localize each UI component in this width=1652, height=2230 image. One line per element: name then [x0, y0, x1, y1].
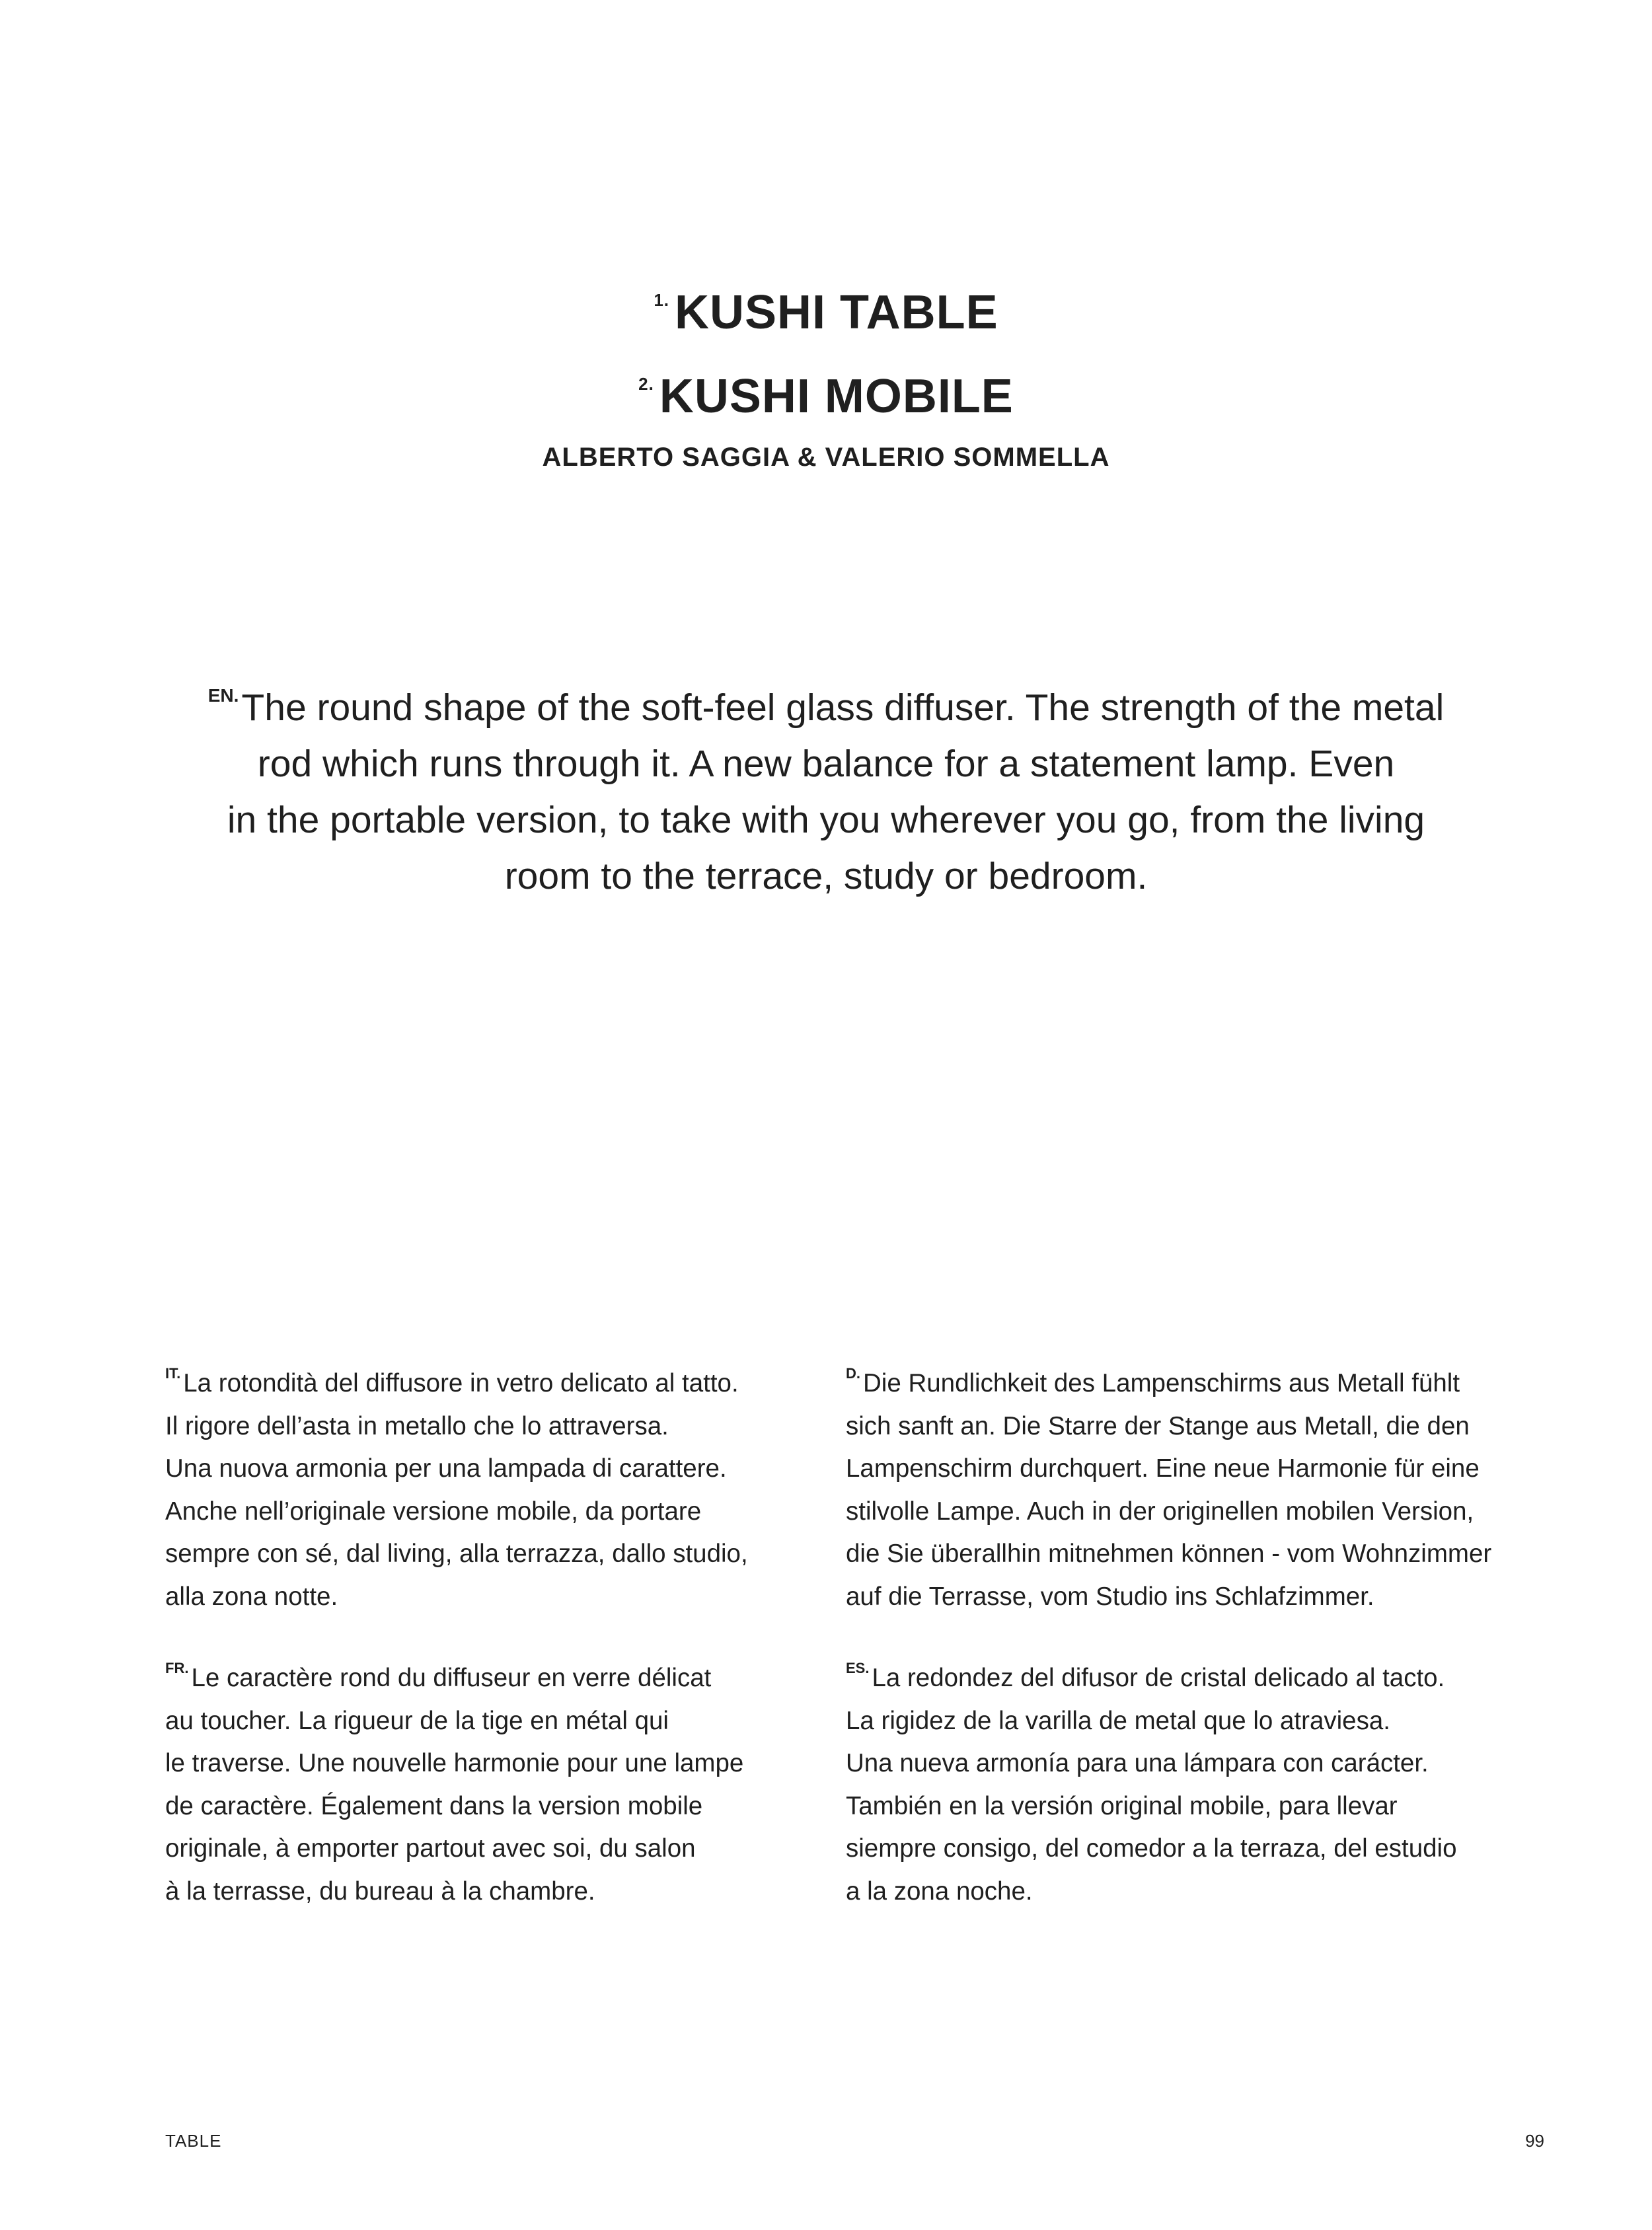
title-block	[0, 264, 1652, 472]
page-number: 99	[1525, 2131, 1544, 2151]
paragraph-line: Il rigore dell’asta in metallo che lo attraversa.	[165, 1411, 669, 1440]
paragraph-line: au toucher. La rigueur de la tige en métal qui	[165, 1706, 669, 1735]
lang-tag-en: EN.	[207, 685, 239, 706]
paragraph-line	[846, 1647, 1507, 1700]
paragraph-it	[165, 1353, 819, 1618]
paragraph-line: die Sie überallhin mitnehmen können - vom Wohnzimmer	[846, 1540, 1492, 1568]
product-number-1: 1.	[654, 290, 670, 310]
paragraph-line: sich sanft an. Die Starre der Stange aus Metall, die den	[846, 1411, 1470, 1440]
lang-tag-fr: FR.	[165, 1660, 189, 1676]
paragraph-line: originale, à emporter partout avec soi, du salon	[165, 1834, 696, 1863]
lead-line: room to the terrace, study or bedroom.	[504, 855, 1148, 897]
paragraph-line-text: Le caractère rond du diffuseur en verre délicat	[191, 1664, 712, 1692]
paragraph-line	[165, 1353, 819, 1405]
paragraph-line: También en la versión original mobile, para llevar	[846, 1791, 1398, 1820]
paragraph-line: à la terrasse, du bureau à la chambre.	[165, 1877, 595, 1906]
paragraph-line: siempre consigo, del comedor a la terraza, del estudio	[846, 1834, 1457, 1863]
paragraph-line	[165, 1647, 819, 1700]
paragraph-line: Lampenschirm durchquert. Eine neue Harmonie für eine	[846, 1454, 1480, 1483]
paragraph-es	[846, 1647, 1507, 1913]
paragraph-fr	[165, 1647, 819, 1913]
product-number-2: 2.	[638, 374, 654, 394]
lead-line-text: The round shape of the soft-feel glass diffuser. The strength of the metal	[241, 687, 1445, 729]
lead-paragraph-en	[152, 667, 1500, 905]
paragraph-line: Una nueva armonía para una lámpara con carácter.	[846, 1749, 1429, 1777]
lang-tag-it: IT.	[165, 1365, 181, 1382]
product-title-2	[0, 348, 1652, 432]
paragraph-line: Una nuova armonia per una lampada di carattere.	[165, 1454, 727, 1483]
product-title-1	[0, 264, 1652, 348]
designers: ALBERTO SAGGIA & VALERIO SOMMELLA	[542, 443, 1110, 472]
lead-line: in the portable version, to take with you wherever you go, from the living	[227, 799, 1425, 841]
paragraph-line: Anche nell’originale versione mobile, da portare	[165, 1497, 702, 1526]
lang-tag-es: ES.	[846, 1660, 870, 1676]
paragraph-line: stilvolle Lampe. Auch in der originellen mobilen Version,	[846, 1497, 1474, 1526]
paragraph-line: sempre con sé, dal living, alla terrazza, dallo studio,	[165, 1540, 748, 1568]
paragraph-line: le traverse. Une nouvelle harmonie pour une lampe	[165, 1749, 744, 1777]
paragraph-line: alla zona notte.	[165, 1582, 338, 1611]
product-name-1: KUSHI TABLE	[675, 286, 998, 339]
paragraph-line: de caractère. Également dans la version mobile	[165, 1791, 703, 1820]
paragraph-line: a la zona noche.	[846, 1877, 1033, 1906]
lang-tag-de: D.	[846, 1365, 860, 1382]
paragraph-line: auf die Terrasse, vom Studio ins Schlafzimmer.	[846, 1582, 1374, 1611]
lead-line: rod which runs through it. A new balance for a statement lamp. Even	[257, 743, 1395, 785]
footer-section-label: TABLE	[165, 2131, 222, 2151]
paragraph-line-text: Die Rundlichkeit des Lampenschirms aus Metall fühlt	[863, 1369, 1460, 1397]
paragraph-line-text: La redondez del difusor de cristal delicado al tacto.	[872, 1664, 1445, 1692]
paragraph-line: La rigidez de la varilla de metal que lo atraviesa.	[846, 1706, 1390, 1735]
lead-line	[152, 667, 1500, 736]
product-name-2: KUSHI MOBILE	[659, 370, 1014, 423]
paragraph-line-text: La rotondità del diffusore in vetro delicato al tatto.	[183, 1369, 739, 1397]
paragraph-de	[846, 1353, 1507, 1618]
paragraph-line	[846, 1353, 1507, 1405]
